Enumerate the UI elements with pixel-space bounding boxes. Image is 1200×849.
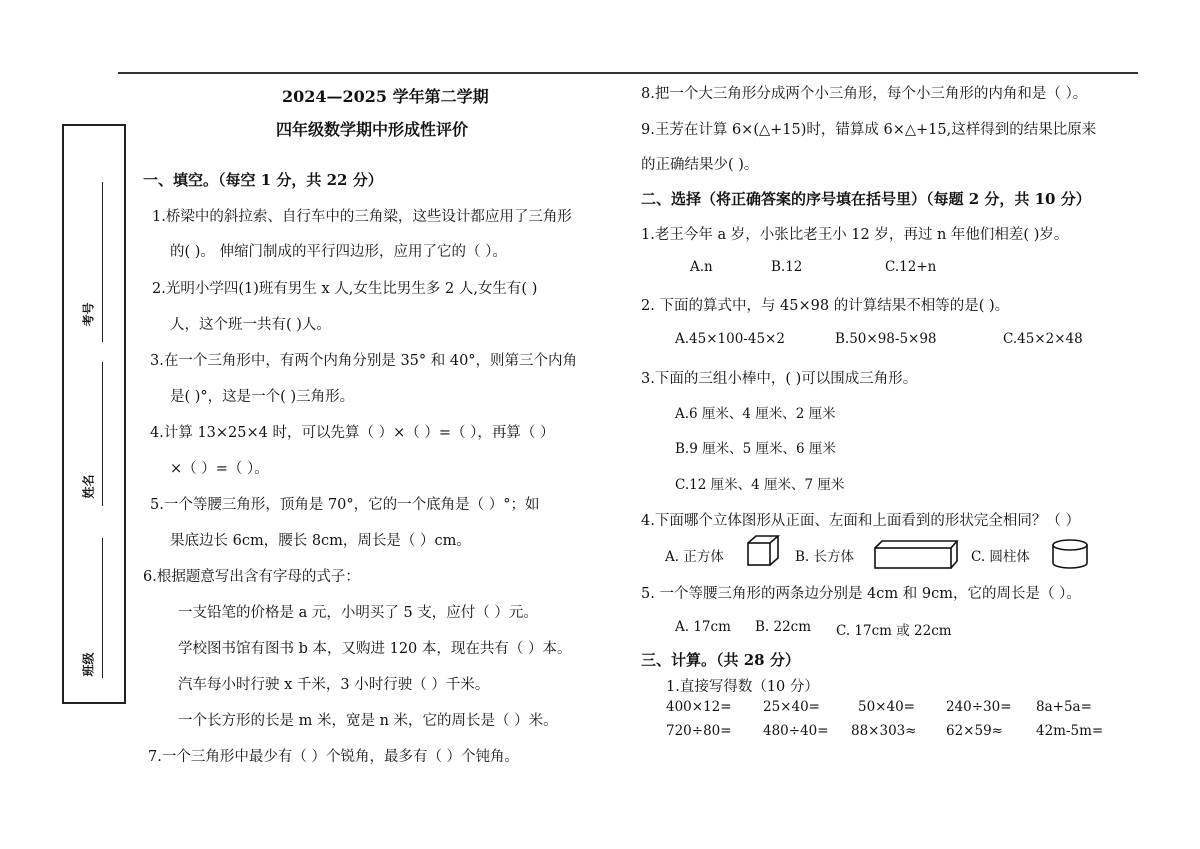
kaohao-label: 考号 bbox=[81, 302, 96, 327]
calc-item: 720÷80= bbox=[666, 723, 732, 739]
cylinder-icon bbox=[1050, 538, 1090, 570]
s1-q3-line1: 3.在一个三角形中，有两个内角分别是 35° 和 40°，则第三个内角 bbox=[150, 353, 578, 369]
banji-write-line bbox=[102, 538, 103, 678]
calc-item: 50×40= bbox=[858, 699, 915, 715]
top-rule bbox=[118, 72, 1138, 74]
s2-q4-option-b: B. 长方体 bbox=[795, 549, 855, 565]
s2-q4-option-c: C. 圆柱体 bbox=[971, 549, 1030, 565]
banji-label: 班级 bbox=[81, 652, 96, 677]
s1-q6-item-c: 汽车每小时行驶 x 千米，3 小时行驶（ ）千米。 bbox=[178, 677, 490, 693]
s2-q5-option-b: B. 22cm bbox=[755, 619, 812, 635]
s1-q1-line2: 的( )。 伸缩门制成的平行四边形，应用了它的（ ）。 bbox=[170, 244, 507, 260]
s1-q5-line1: 5.一个等腰三角形，顶角是 70°，它的一个底角是（ ）°；如 bbox=[150, 497, 540, 513]
exam-title-main: 四年级数学期中形成性评价 bbox=[276, 120, 469, 139]
cuboid-icon bbox=[873, 538, 959, 570]
s1-q6-item-d: 一个长方形的长是 m 米，宽是 n 米，它的周长是（ ）米。 bbox=[178, 713, 558, 729]
s3-sub1: 1.直接写得数（10 分） bbox=[666, 679, 819, 695]
candidate-info-box bbox=[62, 124, 126, 704]
s1-q8: 8.把一个大三角形分成两个小三角形，每个小三角形的内角和是（ ）。 bbox=[641, 86, 1088, 102]
calc-item: 88×303≈ bbox=[851, 723, 917, 739]
calc-item: 240÷30= bbox=[946, 699, 1012, 715]
calc-item: 480÷40= bbox=[763, 723, 829, 739]
calc-item: 8a+5a= bbox=[1036, 699, 1092, 715]
s2-q1-option-c: C.12+n bbox=[885, 259, 937, 275]
s1-q6-item-b: 学校图书馆有图书 b 本，又购进 120 本，现在共有（ ）本。 bbox=[178, 641, 572, 657]
s2-q1-option-b: B.12 bbox=[771, 259, 803, 275]
s1-q6-line1: 6.根据题意写出含有字母的式子： bbox=[143, 569, 360, 585]
kaohao-write-line bbox=[102, 182, 103, 342]
s2-q2: 2. 下面的算式中，与 45×98 的计算结果不相等的是( )。 bbox=[641, 298, 1010, 314]
section1-heading: 一、填空。（每空 1 分，共 22 分） bbox=[143, 171, 383, 189]
s1-q5-line2: 果底边长 6cm，腰长 8cm，周长是（ ）cm。 bbox=[170, 533, 471, 549]
xingming-label: 姓名 bbox=[81, 474, 96, 499]
s1-q6-item-a: 一支铅笔的价格是 a 元，小明买了 5 支，应付（ ）元。 bbox=[178, 605, 538, 621]
s1-q4-line1: 4.计算 13×25×4 时，可以先算（ ）×（ ）=（ ），再算（ ） bbox=[150, 425, 555, 441]
s1-q7: 7.一个三角形中最少有（ ）个锐角，最多有（ ）个钝角。 bbox=[148, 749, 520, 765]
s2-q3-option-c: C.12 厘米、4 厘米、7 厘米 bbox=[675, 477, 845, 493]
s2-q4-option-a: A. 正方体 bbox=[665, 549, 724, 565]
s2-q3: 3.下面的三组小棒中，( )可以围成三角形。 bbox=[641, 371, 918, 387]
s1-q2-line1: 2.光明小学四(1)班有男生 x 人,女生比男生多 2 人,女生有( ) bbox=[152, 281, 538, 297]
s2-q1: 1.老王今年 a 岁，小张比老王小 12 岁，再过 n 年他们相差( )岁。 bbox=[641, 227, 1069, 243]
s2-q3-option-a: A.6 厘米、4 厘米、2 厘米 bbox=[675, 406, 836, 422]
section2-heading: 二、选择（将正确答案的序号填在括号里）（每题 2 分，共 10 分） bbox=[641, 190, 1091, 208]
s2-q2-option-c: C.45×2×48 bbox=[1003, 331, 1083, 347]
calc-item: 400×12= bbox=[666, 699, 732, 715]
s1-q3-line2: 是( )°，这是一个( )三角形。 bbox=[170, 389, 355, 405]
s2-q3-option-b: B.9 厘米、5 厘米、6 厘米 bbox=[675, 441, 836, 457]
s2-q5-option-a: A. 17cm bbox=[675, 619, 731, 635]
cube-icon bbox=[746, 534, 780, 568]
s2-q2-option-b: B.50×98-5×98 bbox=[835, 331, 937, 347]
calc-item: 42m-5m= bbox=[1036, 723, 1104, 739]
s2-q2-option-a: A.45×100-45×2 bbox=[675, 331, 785, 347]
calc-item: 62×59≈ bbox=[946, 723, 1003, 739]
s1-q9-line1: 9.王芳在计算 6×(△+15)时，错算成 6×△+15,这样得到的结果比原来 bbox=[641, 122, 1097, 138]
section3-heading: 三、计算。（共 28 分） bbox=[641, 651, 800, 669]
s2-q5-option-c: C. 17cm 或 22cm bbox=[836, 623, 952, 639]
s1-q1-line1: 1.桥梁中的斜拉索、自行车中的三角梁，这些设计都应用了三角形 bbox=[152, 209, 572, 225]
s2-q1-option-a: A.n bbox=[690, 259, 713, 275]
s2-q5: 5. 一个等腰三角形的两条边分别是 4cm 和 9cm，它的周长是（ ）。 bbox=[641, 586, 1081, 602]
exam-title-term: 2024—2025 学年第二学期 bbox=[282, 87, 489, 106]
s1-q2-line2: 人，这个班一共有( )人。 bbox=[170, 317, 331, 333]
s2-q4: 4.下面哪个立体图形从正面、左面和上面看到的形状完全相同？（ ） bbox=[641, 513, 1080, 529]
s1-q4-line2: ×（ ）=（ ）。 bbox=[170, 461, 269, 477]
xingming-write-line bbox=[102, 362, 103, 506]
calc-item: 25×40= bbox=[763, 699, 820, 715]
s1-q9-line2: 的正确结果少( )。 bbox=[641, 157, 759, 173]
